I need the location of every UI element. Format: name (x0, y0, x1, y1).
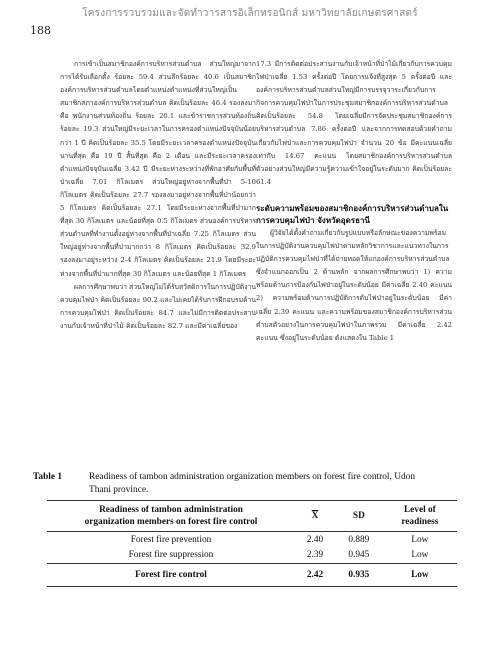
header-mean-symbol: $\overline{X}$ (311, 511, 319, 521)
caption-line-1: Readiness of tambon administration organization members on forest fire control, Udon (89, 472, 416, 482)
row-sd: 0.945 (348, 550, 370, 561)
left-paragraph-1: การเข้าเป็นสมาชิกองค์การบริหารส่วนตำบล ส่วนใหญ่มาจากการได้รับเลือกตั้ง ร้อยละ 59.4 ส่วนลึกร้อยละ 40.6 เป็นสมาชิกองค์การบริหารส่วนตำบลโดยตำแหน่งตำแหน่งที่ส่วนใหญ่เป็นสมาชิกสภาองค์การบริหารส่วนตำบล คิดเป็นร้อยละ 46.4 รองลงมาคือ พนักงานส่วนท้องถิ่น ร้อยละ 20.1 และข้าราชการส่วนท้องถิ่น ร้อยละ 19.3 ส่วนใหญ่มีระยะเวลาในการครองตำแหน่งปัจจุบันน้อยกว่า 1 ปี คิดเป็นร้อยละ 35.5 โดยมีระยะเวลาครองตำแหน่งปัจจุบันนานที่สุด คือ 19 ปี สั้นที่สุด คือ 2 เดือน และมีระยะเวลาครองตำแหน่งปัจจุบันเฉลี่ย 3.42 ปี มีระยะห่างระหว่างที่พักอาศัยกับพื้นที่ป่าเฉลี่ย 7.01 กิโลเมตร ส่วนใหญ่อยู่ห่างจากพื้นที่ป่า 5-10 กิโลเมตร คิดเป็นร้อยละ 27.7 รองลงมาอยู่ห่างจากพื้นที่ป่าน้อยกว่า 5 กิโลเมตร คิดเป็นร้อยละ 27.1 โดยมีระยะห่างจากพื้นที่ป่ามากที่สุด 30 กิโลเมตร และน้อยที่สุด 0.5 กิโลเมตร ส่วนองค์การบริหารส่วนตำบลที่ทำงานตั้งอยู่ห่างจากพื้นที่ป่าเฉลี่ย 7.25 กิโลเมตร ส่วนใหญ่อยู่ห่างจากพื้นที่ป่ามากกว่า 8 กิโลเมตร คิดเป็นร้อยละ 32.9 รองลงมาอยู่ระหว่าง 2-4 กิโลเมตร คิดเป็นร้อยละ 21.9 โดยมีระยะห่างจากพื้นที่ป่ามากที่สุด 30 กิโลเมตร และน้อยที่สุด 1 กิโลเมตร (60, 60, 256, 278)
row-item: Forest fire prevention (130, 534, 212, 545)
row-level: Low (411, 550, 429, 561)
total-mean: 2.42 (306, 570, 324, 580)
row-mean: 2.39 (306, 550, 324, 561)
row-sd: 0.889 (348, 534, 370, 545)
table-label: Table 1 (33, 472, 63, 482)
table-row (47, 532, 457, 548)
table-total-row (47, 564, 457, 587)
left-paragraph-2: ผลการศึกษาพบว่า ส่วนใหญ่ไม่ได้รับสวัสดิการในการปฏิบัติงานควบคุมไฟป่า คิดเป็นร้อยละ 90.2 และไม่เคยได้รับการฝึกอบรมด้านการควบคุมไฟป่า คิดเป็นร้อยละ 84.7 และไม่มีการติดต่อประสานงานกับเจ้าหน้าที่ป่าไม้ คิดเป็นร้อยละ 82.7 และมีค่าเฉลี่ยของ (60, 282, 256, 330)
header-mean (295, 501, 335, 532)
right-paragraph-2: ผู้วิจัยได้ตั้งคำถามเกี่ยวกับรูปแบบหรือลักษณะของความพร้อมในการปฏิบัติงานควบคุมไฟป่าตามหลักวิชาการและแนวทางในการปฏิบัติการควบคุมไฟป่าที่ได้ถ่ายทอดให้แก่องค์การบริหารส่วนตำบล ซึ่งจำแนกออกเป็น 2 ด้านหลัก จากผลการศึกษาพบว่า 1) ความพร้อมด้านการป้องกันไฟป่าอยู่ในระดับน้อย มีค่าเฉลี่ย 2.40 คะแนน 2) ความพร้อมด้านการปฏิบัติการดับไฟป่าอยู่ในระดับน้อย มีค่าเฉลี่ย 2.39 คะแนน และความพร้อมของสมาชิกองค์การบริหารส่วนตำบลตัวอย่างในการควบคุมไฟป่าในภาพรวม มีค่าเฉลี่ย 2.42 คะแนน ซึ่งอยู่ในระดับน้อย ดังแสดงใน Table 1 (256, 228, 452, 342)
running-header: โครงการรวบรวมและจัดทำวารสารอิเล็กทรอนิกส์ มหาวิทยาลัยเกษตรศาสตร์ (82, 8, 418, 19)
right-paragraph-1: 17.3 มีการติดต่อประสานงานกับเจ้าหน้าที่ป่าไม้เกี่ยวกับการควบคุมไฟป่าเฉลี่ย 1.53 ครั้งต่อปี โดยการแจ้งที่สูงสุด 5 ครั้งต่อปี และองค์การบริหารส่วนตำบลส่วนใหญ่มีการบรรจุวาระเกี่ยวกับการกิจการควบคุมไฟป่าในการประชุมสมาชิกองค์การบริหารส่วนตำบล คิดเป็นร้อยละ 54.8 โดยเฉลี่ยมีการจัดประชุมสมาชิกองค์การบริหารส่วนตำบล 7.86 ครั้งต่อปี และจากการทดสอบด้วยคำถามเกี่ยวกับไฟป่าและการควบคุมไฟป่า จำนวน 20 ข้อ มีคะแนนเฉลี่ยเท่ากับ 14.67 คะแนน โดยสมาชิกองค์การบริหารส่วนตำบลตัวอย่างส่วนใหญ่มีความรู้ความเข้าใจอยู่ในระดับมาก คิดเป็นร้อยละ 61.4 (256, 60, 452, 186)
row-level: Low (411, 534, 429, 545)
left-column (60, 58, 256, 333)
page-number: 188 (30, 24, 51, 37)
row-item: Forest fire suppression (128, 550, 214, 561)
header-level-line-1: Level of (403, 505, 436, 515)
right-column (256, 58, 452, 345)
caption-line-2: Thani province. (89, 485, 149, 495)
section-heading: ระดับความพร้อมของสมาชิกองค์การบริหารส่วนตำบลในการควบคุมไฟป่า จังหวัดอุดรธานี (256, 202, 449, 225)
header-level (383, 501, 457, 532)
table-row (47, 548, 457, 564)
header-readiness-line-2: organization members on forest fire control (84, 517, 258, 527)
table-header-row (47, 501, 457, 532)
header-level-line-2: readiness (401, 517, 439, 527)
header-readiness-line-1: Readiness of tambon administration (99, 505, 243, 515)
header-sd: SD (352, 511, 365, 521)
total-sd: 0.935 (348, 570, 370, 580)
row-mean: 2.40 (306, 534, 324, 545)
total-item: Forest fire control (135, 570, 207, 580)
header-readiness (47, 501, 295, 532)
readiness-table (47, 500, 457, 587)
table-caption (33, 471, 453, 497)
total-level: Low (411, 570, 429, 580)
